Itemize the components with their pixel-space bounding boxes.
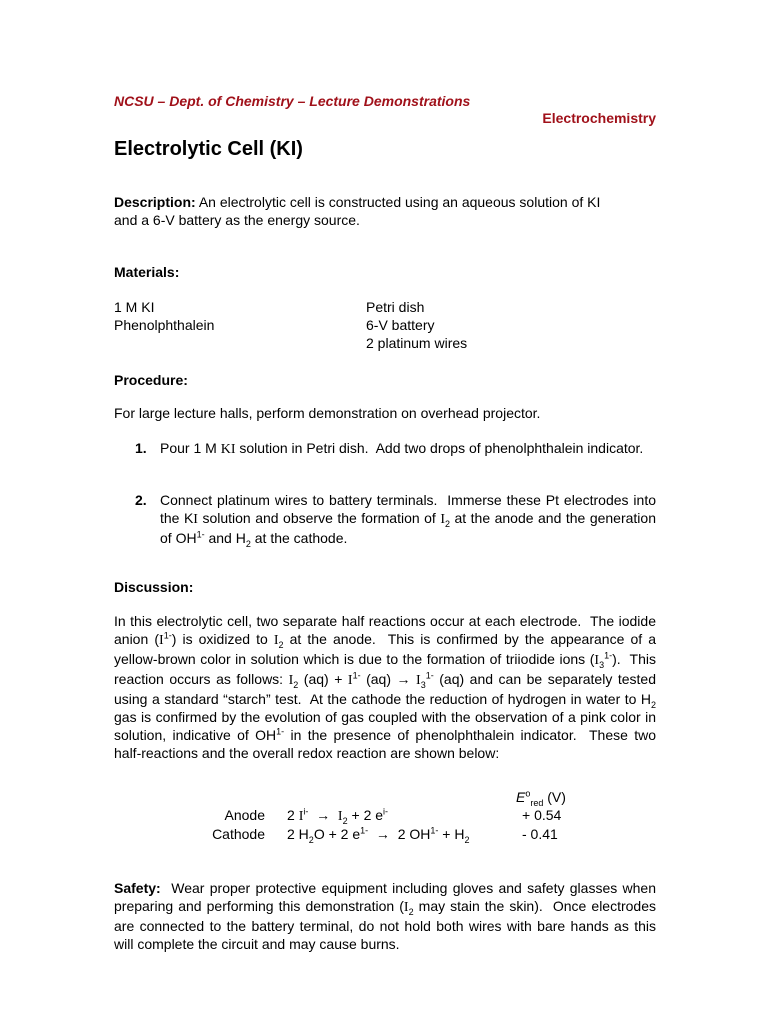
procedure-intro: For large lecture halls, perform demonstration on overhead projector. <box>114 405 541 421</box>
safety-paragraph: Safety: Wear proper protective equipment including gloves and safety glasses when preparing and performing this demonstration ($I_2$ may stain the skin). Once electrodes are connected to the battery terminal, do not hold both wires with bare hands as this will complete the circuit and may cause burns. <box>114 880 657 952</box>
anode-label: Anode <box>224 807 265 823</box>
materials-label: Materials: <box>114 264 180 280</box>
material-item: 2 platinum wires <box>366 335 468 351</box>
anode-equation: 2 $I^{i-} \to I_2 + 2$ $e^{i-}$ <box>287 806 389 826</box>
cathode-label: Cathode <box>212 826 265 842</box>
step-number: 1. <box>135 440 147 456</box>
material-item: 6-V battery <box>366 317 435 333</box>
potential-header: $E^o_{red}$ (V) <box>516 788 566 808</box>
material-item: Petri dish <box>366 299 425 315</box>
discussion-text: In this electrolytic cell, two separate half reactions occur at each electrode. The iodide anion $(I^{1-})$ is oxidized to $I_2$ at the anode. This is confirmed by the appearance of a yellow-brown color in solution which is due to the formation of triiodide ions $(I_3^{1-})$. This reaction occurs as follows: $I_2$ $(aq) + I^{1-}$ $(aq) \to I_3^{1-}$ (aq) and can be separately tested using a standard “starch” test. At the cathode the reduction of hydrogen in water to $H_2$ gas is confirmed by the evolution of gas coupled with the observation of a pink color in solution, indicative of $OH^{1-}$ in the presence of phenolphthalein indicator. These two half-reactions and the overall redox reaction are shown below: <box>114 613 657 761</box>
anode-potential: + 0.54 <box>522 807 562 823</box>
description-label: Description: <box>114 194 196 210</box>
procedure-label: Procedure: <box>114 372 188 388</box>
step-text: Pour 1 M KI solution in Petri dish. Add two drops of phenolphthalein indicator. <box>160 440 644 457</box>
org-header: NCSU – Dept. of Chemistry – Lecture Demonstrations <box>114 93 471 109</box>
materials-col2 <box>366 298 467 352</box>
cathode-equation: 2 $H_2O + 2$ $e^{1-} \to 2$ $OH^{1-} + H_2$ <box>287 825 470 845</box>
material-item: 1 M KI <box>114 299 155 315</box>
step-number: 2. <box>135 492 147 508</box>
material-item: Phenolphthalein <box>114 317 215 333</box>
step-text: Connect platinum wires to battery terminals. Immerse these Pt electrodes into the KI solution and observe the formation of $I_2$ at the anode and the generation of $OH^{1-}$ and $H_2$ at the cathode. <box>160 492 656 549</box>
safety-label: Safety: <box>114 880 161 896</box>
description-paragraph <box>114 193 656 229</box>
materials-col1 <box>114 298 214 334</box>
description-text-2: and a 6-V battery as the energy source. <box>114 212 360 228</box>
category-header: Electrochemistry <box>542 110 656 126</box>
page-title: Electrolytic Cell (KI) <box>114 138 303 160</box>
discussion-label: Discussion: <box>114 579 194 595</box>
description-text-1: An electrolytic cell is constructed using an aqueous solution of KI <box>198 194 601 210</box>
cathode-potential: - 0.41 <box>522 826 558 842</box>
